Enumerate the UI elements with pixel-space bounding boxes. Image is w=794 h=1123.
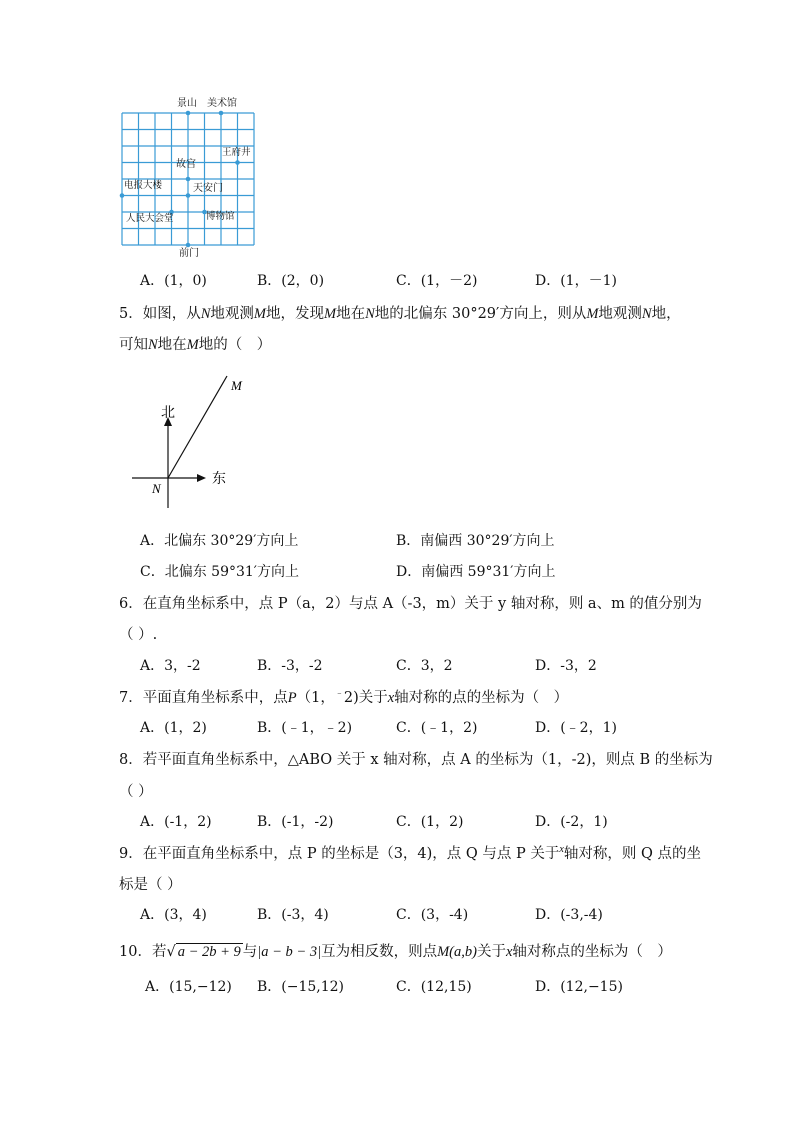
label-wangfujing: 王府井 — [222, 147, 251, 158]
q6-option-a[interactable]: A．3，-2 — [140, 658, 201, 674]
q9-option-c[interactable]: C．(3，-4) — [396, 907, 469, 923]
dot-jingshan — [186, 111, 191, 116]
q6-option-b[interactable]: B．-3，-2 — [257, 658, 323, 674]
q7-option-b[interactable]: B．(﹣1，﹣2) — [257, 720, 353, 736]
q7-option-a[interactable]: A．(1，2) — [140, 720, 207, 736]
point-m: M(a,b) — [437, 944, 477, 960]
dot-wangfujing — [235, 160, 240, 165]
q10-option-a[interactable]: A．(15,−12) — [145, 979, 232, 995]
east-label: 东 — [212, 471, 226, 487]
dot-gugong — [186, 177, 191, 182]
q9-option-b[interactable]: B．(-3，4) — [257, 907, 329, 923]
q5-option-a[interactable]: A．北偏东 30°29′方向上 — [140, 533, 299, 549]
bearing-line-nm — [168, 376, 227, 478]
label-dianbao: 电报大楼 — [124, 180, 163, 191]
label-qianmen: 前门 — [179, 248, 199, 259]
dot-dianbao — [120, 193, 125, 198]
tourist-map-grid — [112, 94, 272, 262]
q10-stem: 10．若√ a − 2b + 9 与|a − b − 3|互为相反数，则点M(a,b)关于x轴对称点的坐标为（ ） — [119, 944, 672, 960]
label-bowuguan: 博物馆 — [206, 211, 235, 222]
dot-tiananmen — [186, 193, 191, 198]
q10-option-d[interactable]: D．(12,−15) — [535, 979, 623, 995]
q7-option-c[interactable]: C．(﹣1，2) — [396, 720, 478, 736]
q5-option-b[interactable]: B．南偏西 30°29′方向上 — [396, 533, 555, 549]
label-tiananmen: 天安门 — [193, 183, 223, 194]
q5-option-c[interactable]: C．北偏东 59°31′方向上 — [140, 564, 299, 580]
point-m-label: M — [231, 378, 242, 393]
dot-qianmen — [186, 243, 191, 248]
q8-stem-line2: （ ） — [119, 784, 153, 800]
q8-stem-line1: 8．若平面直角坐标系中，△ABO 关于 x 轴对称，点 A 的坐标为（1，-2)，则点 B 的坐标为 — [119, 752, 713, 768]
q8-option-d[interactable]: D．(-2，1) — [535, 814, 608, 830]
q4-option-c[interactable]: C．(1，－2) — [396, 273, 478, 289]
label-renmin: 人民大会堂 — [126, 213, 174, 224]
q9-option-a[interactable]: A．(3，4) — [140, 907, 207, 923]
q8-option-a[interactable]: A．(-1，2) — [140, 814, 212, 830]
q8-option-c[interactable]: C．(1，2) — [396, 814, 464, 830]
east-arrowhead — [197, 474, 206, 482]
dot-meishuguan — [219, 111, 224, 116]
q9-option-d[interactable]: D．(-3,-4) — [535, 907, 603, 923]
q10-option-b[interactable]: B．(−15,12) — [257, 979, 345, 995]
label-jingshan: 景山 — [177, 98, 197, 109]
q4-option-a[interactable]: A．(1，0) — [140, 273, 207, 289]
label-gugong: 故宫 — [176, 159, 196, 170]
q7-option-d[interactable]: D．(﹣2，1) — [535, 720, 617, 736]
q6-stem-line2: （ ）. — [119, 627, 158, 643]
q7-stem: 7．平面直角坐标系中，点P（1，﹣2)关于x轴对称的点的坐标为（ ） — [119, 689, 569, 706]
q9-stem-line2: 标是（ ） — [119, 877, 182, 893]
q5-option-d[interactable]: D．南偏西 59°31′方向上 — [396, 564, 556, 580]
q8-option-b[interactable]: B．(-1，-2) — [257, 814, 334, 830]
point-n-label: N — [152, 481, 161, 496]
q4-option-b[interactable]: B．(2，0) — [257, 273, 325, 289]
direction-figure — [128, 372, 248, 512]
sqrt-symbol: √ — [166, 944, 176, 960]
q4-option-d[interactable]: D．(1，－1) — [535, 273, 617, 289]
q10-option-c[interactable]: C．(12,15) — [396, 979, 472, 995]
sqrt-radicand: a − 2b + 9 — [177, 944, 241, 960]
q5-stem-line2: 可知N地在M地的（ ） — [119, 337, 272, 353]
q6-option-c[interactable]: C．3，2 — [396, 658, 453, 674]
q6-option-d[interactable]: D．-3，2 — [535, 658, 597, 674]
abs-expression: |a − b − 3| — [257, 944, 322, 960]
q9-stem-line1: 9．在平面直角坐标系中，点 P 的坐标是（3，4)，点 Q 与点 P 关于$^x$轴对称，则 Q 点的坐 — [119, 844, 701, 862]
label-meishuguan: 美术馆 — [207, 98, 237, 109]
q5-stem-line1: 5．如图，从N地观测M地，发现M地在N地的北偏东 30°29′方向上，则从M地观测N地， — [119, 306, 681, 322]
north-label: 北 — [161, 405, 175, 421]
q6-stem-line1: 6．在直角坐标系中，点 P（a，2）与点 A（-3，m）关于 y 轴对称，则 a、m 的值分别为 — [119, 596, 702, 612]
